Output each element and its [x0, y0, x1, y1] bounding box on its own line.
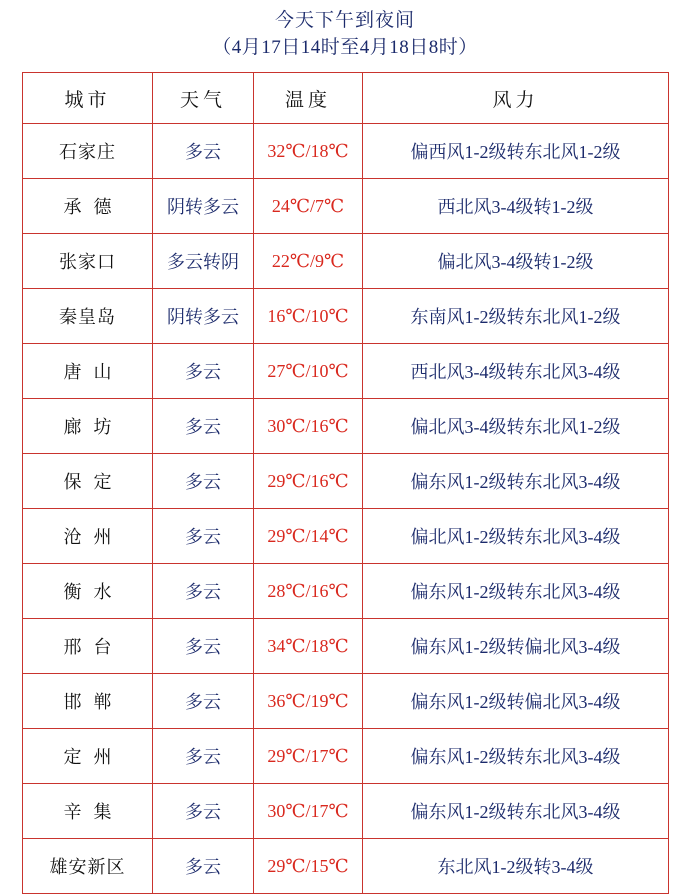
- cell-wind: 偏北风1-2级转东北风3-4级: [363, 509, 669, 564]
- cell-wind: 偏东风1-2级转偏北风3-4级: [363, 619, 669, 674]
- cell-wind: 偏东风1-2级转东北风3-4级: [363, 729, 669, 784]
- table-row: [23, 729, 669, 784]
- table-row: [23, 564, 669, 619]
- cell-city: 邢台: [23, 619, 153, 674]
- table-row: [23, 234, 669, 289]
- cell-weather: 多云: [153, 454, 254, 509]
- cell-temperature: 36℃/19℃: [254, 674, 363, 729]
- cell-city: 张家口: [23, 234, 153, 289]
- cell-city: 保定: [23, 454, 153, 509]
- cell-city: 邯郸: [23, 674, 153, 729]
- cell-weather: 多云转阴: [153, 234, 254, 289]
- page-subtitle: （4月17日14时至4月18日8时）: [212, 37, 478, 58]
- cell-temperature: 29℃/17℃: [254, 729, 363, 784]
- cell-city: 雄安新区: [23, 839, 153, 894]
- cell-temperature: 22℃/9℃: [254, 234, 363, 289]
- table-row: [23, 839, 669, 894]
- column-header-wind: 风力: [363, 73, 669, 124]
- cell-wind: 偏东风1-2级转东北风3-4级: [363, 784, 669, 839]
- table-row: [23, 674, 669, 729]
- cell-temperature: 34℃/18℃: [254, 619, 363, 674]
- cell-wind: 西北风3-4级转1-2级: [363, 179, 669, 234]
- cell-weather: 多云: [153, 509, 254, 564]
- cell-temperature: 32℃/18℃: [254, 124, 363, 179]
- table-row: [23, 179, 669, 234]
- cell-city: 承德: [23, 179, 153, 234]
- cell-wind: 偏北风3-4级转1-2级: [363, 234, 669, 289]
- cell-weather: 阴转多云: [153, 179, 254, 234]
- table-row: [23, 124, 669, 179]
- cell-temperature: 28℃/16℃: [254, 564, 363, 619]
- cell-wind: 偏东风1-2级转东北风3-4级: [363, 454, 669, 509]
- cell-wind: 偏北风3-4级转东北风1-2级: [363, 399, 669, 454]
- cell-weather: 多云: [153, 619, 254, 674]
- table-row: [23, 619, 669, 674]
- column-header-city: 城市: [23, 73, 153, 124]
- cell-city: 定州: [23, 729, 153, 784]
- weather-table: [22, 72, 669, 894]
- table-body: [23, 124, 669, 894]
- cell-weather: 多云: [153, 729, 254, 784]
- title-block: [22, 0, 668, 62]
- table-row: [23, 289, 669, 344]
- table-row: [23, 509, 669, 564]
- cell-city: 秦皇岛: [23, 289, 153, 344]
- cell-weather: 多云: [153, 839, 254, 894]
- table-row: [23, 399, 669, 454]
- page-title: 今天下午到夜间: [274, 10, 415, 31]
- table-header-row: [23, 73, 669, 124]
- cell-wind: 偏西风1-2级转东北风1-2级: [363, 124, 669, 179]
- cell-wind: 东北风1-2级转3-4级: [363, 839, 669, 894]
- cell-city: 唐山: [23, 344, 153, 399]
- cell-city: 沧州: [23, 509, 153, 564]
- cell-weather: 多云: [153, 564, 254, 619]
- cell-wind: 偏东风1-2级转东北风3-4级: [363, 564, 669, 619]
- table-row: [23, 344, 669, 399]
- cell-weather: 多云: [153, 399, 254, 454]
- cell-temperature: 29℃/15℃: [254, 839, 363, 894]
- cell-temperature: 30℃/17℃: [254, 784, 363, 839]
- cell-weather: 多云: [153, 784, 254, 839]
- cell-temperature: 16℃/10℃: [254, 289, 363, 344]
- cell-city: 衡水: [23, 564, 153, 619]
- cell-weather: 多云: [153, 124, 254, 179]
- table-row: [23, 784, 669, 839]
- cell-weather: 多云: [153, 674, 254, 729]
- cell-temperature: 24℃/7℃: [254, 179, 363, 234]
- cell-city: 辛集: [23, 784, 153, 839]
- cell-wind: 偏东风1-2级转偏北风3-4级: [363, 674, 669, 729]
- cell-wind: 东南风1-2级转东北风1-2级: [363, 289, 669, 344]
- cell-city: 石家庄: [23, 124, 153, 179]
- cell-city: 廊坊: [23, 399, 153, 454]
- column-header-weather: 天气: [153, 73, 254, 124]
- cell-temperature: 30℃/16℃: [254, 399, 363, 454]
- cell-weather: 阴转多云: [153, 289, 254, 344]
- cell-weather: 多云: [153, 344, 254, 399]
- table-row: [23, 454, 669, 509]
- cell-temperature: 29℃/14℃: [254, 509, 363, 564]
- cell-temperature: 29℃/16℃: [254, 454, 363, 509]
- cell-temperature: 27℃/10℃: [254, 344, 363, 399]
- cell-wind: 西北风3-4级转东北风3-4级: [363, 344, 669, 399]
- column-header-temperature: 温度: [254, 73, 363, 124]
